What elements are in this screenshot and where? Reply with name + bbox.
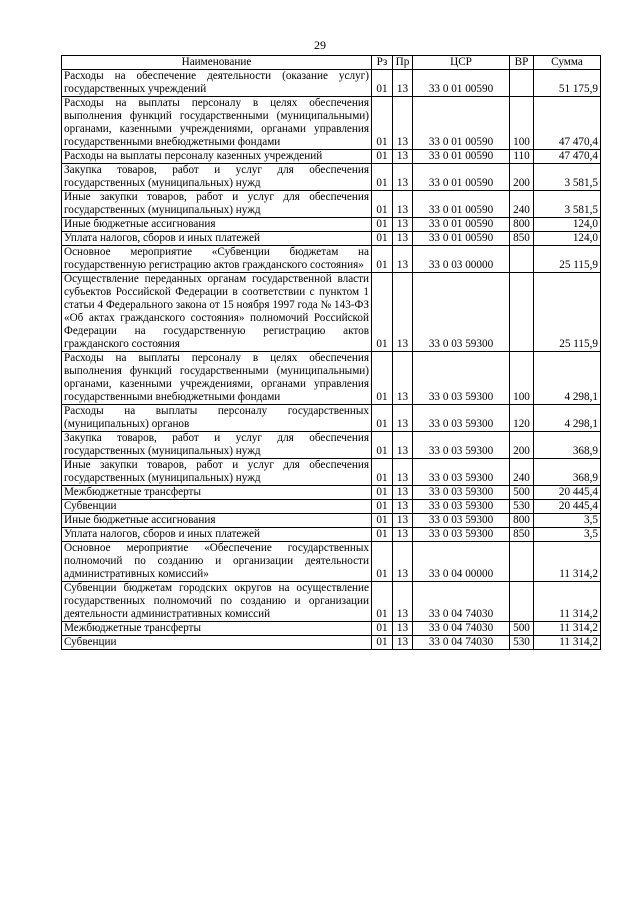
cell-sum: 4 298,1	[534, 405, 601, 432]
cell-rz: 01	[372, 164, 393, 191]
cell-name: Расходы на выплаты персоналу государственных (муниципальных) органов	[62, 405, 372, 432]
cell-vr	[510, 246, 534, 273]
cell-pr: 13	[393, 486, 413, 500]
cell-vr: 200	[510, 164, 534, 191]
cell-rz: 01	[372, 273, 393, 352]
cell-csr: 33 0 03 59300	[413, 500, 510, 514]
table-row	[62, 352, 601, 405]
cell-name: Уплата налогов, сборов и иных платежей	[62, 232, 372, 246]
table-row	[62, 273, 601, 352]
cell-vr: 240	[510, 459, 534, 486]
table-row	[62, 528, 601, 542]
header-csr: ЦСР	[413, 56, 510, 70]
table-row	[62, 622, 601, 636]
cell-rz: 01	[372, 150, 393, 164]
cell-csr: 33 0 04 74030	[413, 636, 510, 650]
cell-rz: 01	[372, 97, 393, 150]
cell-rz: 01	[372, 432, 393, 459]
cell-pr: 13	[393, 500, 413, 514]
cell-sum: 51 175,9	[534, 70, 601, 97]
cell-pr: 13	[393, 636, 413, 650]
table-row	[62, 97, 601, 150]
cell-csr: 33 0 04 74030	[413, 582, 510, 622]
cell-vr: 500	[510, 486, 534, 500]
table-body	[62, 70, 601, 650]
cell-pr: 13	[393, 459, 413, 486]
cell-vr: 200	[510, 432, 534, 459]
table-row	[62, 582, 601, 622]
cell-sum: 25 115,9	[534, 246, 601, 273]
cell-sum: 3,5	[534, 514, 601, 528]
cell-sum: 11 314,2	[534, 542, 601, 582]
cell-rz: 01	[372, 500, 393, 514]
cell-pr: 13	[393, 97, 413, 150]
cell-name: Иные бюджетные ассигнования	[62, 218, 372, 232]
header-pr: Пр	[393, 56, 413, 70]
cell-vr: 240	[510, 191, 534, 218]
cell-csr: 33 0 03 59300	[413, 405, 510, 432]
cell-csr: 33 0 04 00000	[413, 542, 510, 582]
cell-sum: 11 314,2	[534, 636, 601, 650]
cell-name: Основное мероприятие «Субвенции бюджетам на государственную регистрацию актов гражданского состояния»	[62, 246, 372, 273]
cell-pr: 13	[393, 218, 413, 232]
cell-csr: 33 0 01 00590	[413, 218, 510, 232]
cell-rz: 01	[372, 232, 393, 246]
cell-sum: 124,0	[534, 232, 601, 246]
cell-name: Уплата налогов, сборов и иных платежей	[62, 528, 372, 542]
cell-name: Межбюджетные трансферты	[62, 486, 372, 500]
cell-sum: 20 445,4	[534, 486, 601, 500]
cell-csr: 33 0 03 59300	[413, 514, 510, 528]
cell-pr: 13	[393, 582, 413, 622]
cell-csr: 33 0 01 00590	[413, 191, 510, 218]
cell-vr: 110	[510, 150, 534, 164]
cell-csr: 33 0 03 59300	[413, 352, 510, 405]
cell-rz: 01	[372, 514, 393, 528]
cell-rz: 01	[372, 542, 393, 582]
cell-rz: 01	[372, 622, 393, 636]
cell-vr: 530	[510, 500, 534, 514]
cell-sum: 47 470,4	[534, 97, 601, 150]
cell-name: Расходы на обеспечение деятельности (оказание услуг) государственных учреждений	[62, 70, 372, 97]
header-sum: Сумма	[534, 56, 601, 70]
cell-vr: 800	[510, 218, 534, 232]
cell-sum: 47 470,4	[534, 150, 601, 164]
cell-vr: 850	[510, 528, 534, 542]
cell-rz: 01	[372, 218, 393, 232]
cell-pr: 13	[393, 232, 413, 246]
cell-sum: 11 314,2	[534, 582, 601, 622]
cell-pr: 13	[393, 246, 413, 273]
cell-rz: 01	[372, 70, 393, 97]
table-row	[62, 232, 601, 246]
header-vr: ВР	[510, 56, 534, 70]
cell-pr: 13	[393, 352, 413, 405]
cell-rz: 01	[372, 246, 393, 273]
cell-name: Основное мероприятие «Обеспечение государственных полномочий по созданию и организации деятельности административных комиссий»	[62, 542, 372, 582]
cell-pr: 13	[393, 542, 413, 582]
cell-csr: 33 0 03 59300	[413, 273, 510, 352]
cell-csr: 33 0 03 59300	[413, 486, 510, 500]
table-row	[62, 246, 601, 273]
cell-name: Субвенции	[62, 500, 372, 514]
cell-sum: 3 581,5	[534, 164, 601, 191]
cell-sum: 20 445,4	[534, 500, 601, 514]
cell-csr: 33 0 03 59300	[413, 528, 510, 542]
cell-name: Осуществление переданных органам государственной власти субъектов Российской Федерации в соответствии с пунктом 1 статьи 4 Федерального закона от 15 ноября 1997 года № 143-ФЗ «Об актах гражданского состояния» полномочий Российской Федерации на государственную регистрацию актов гражданского состояния	[62, 273, 372, 352]
cell-name: Закупка товаров, работ и услуг для обеспечения государственных (муниципальных) нужд	[62, 164, 372, 191]
cell-name: Расходы на выплаты персоналу в целях обеспечения выполнения функций государственными (муниципальными) органами, казенными учреждениями, органами управления государственными внебюджетными фондами	[62, 352, 372, 405]
cell-rz: 01	[372, 405, 393, 432]
cell-vr: 850	[510, 232, 534, 246]
cell-name: Субвенции	[62, 636, 372, 650]
cell-sum: 3,5	[534, 528, 601, 542]
cell-name: Иные закупки товаров, работ и услуг для обеспечения государственных (муниципальных) нужд	[62, 191, 372, 218]
cell-csr: 33 0 01 00590	[413, 232, 510, 246]
cell-rz: 01	[372, 486, 393, 500]
table-row	[62, 218, 601, 232]
cell-sum: 4 298,1	[534, 352, 601, 405]
cell-sum: 124,0	[534, 218, 601, 232]
cell-csr: 33 0 01 00590	[413, 150, 510, 164]
header-rz: Рз	[372, 56, 393, 70]
table-row	[62, 542, 601, 582]
cell-pr: 13	[393, 432, 413, 459]
budget-table	[61, 55, 601, 650]
table-row	[62, 164, 601, 191]
cell-vr	[510, 273, 534, 352]
table-row	[62, 459, 601, 486]
cell-vr: 100	[510, 352, 534, 405]
cell-pr: 13	[393, 191, 413, 218]
cell-name: Межбюджетные трансферты	[62, 622, 372, 636]
cell-csr: 33 0 01 00590	[413, 164, 510, 191]
page-number: 29	[314, 38, 326, 52]
cell-csr: 33 0 03 00000	[413, 246, 510, 273]
cell-rz: 01	[372, 191, 393, 218]
cell-name: Расходы на выплаты персоналу казенных учреждений	[62, 150, 372, 164]
cell-name: Расходы на выплаты персоналу в целях обеспечения выполнения функций государственными (муниципальными) органами, казенными учреждениями, органами управления государственными внебюджетными фондами	[62, 97, 372, 150]
table-header-row	[62, 56, 601, 70]
cell-csr: 33 0 03 59300	[413, 459, 510, 486]
table-row	[62, 500, 601, 514]
cell-rz: 01	[372, 459, 393, 486]
table-row	[62, 636, 601, 650]
cell-vr: 100	[510, 97, 534, 150]
cell-pr: 13	[393, 150, 413, 164]
cell-rz: 01	[372, 582, 393, 622]
cell-csr: 33 0 03 59300	[413, 432, 510, 459]
cell-name: Иные закупки товаров, работ и услуг для обеспечения государственных (муниципальных) нужд	[62, 459, 372, 486]
cell-sum: 368,9	[534, 432, 601, 459]
table-row	[62, 150, 601, 164]
cell-sum: 11 314,2	[534, 622, 601, 636]
table-row	[62, 432, 601, 459]
cell-sum: 25 115,9	[534, 273, 601, 352]
cell-csr: 33 0 01 00590	[413, 97, 510, 150]
cell-name: Закупка товаров, работ и услуг для обеспечения государственных (муниципальных) нужд	[62, 432, 372, 459]
cell-rz: 01	[372, 352, 393, 405]
table-row	[62, 191, 601, 218]
header-name: Наименование	[62, 56, 372, 70]
cell-vr: 120	[510, 405, 534, 432]
cell-pr: 13	[393, 514, 413, 528]
cell-sum: 368,9	[534, 459, 601, 486]
cell-pr: 13	[393, 273, 413, 352]
cell-vr: 800	[510, 514, 534, 528]
cell-rz: 01	[372, 636, 393, 650]
cell-name: Иные бюджетные ассигнования	[62, 514, 372, 528]
cell-vr: 530	[510, 636, 534, 650]
cell-pr: 13	[393, 70, 413, 97]
table-row	[62, 486, 601, 500]
table-row	[62, 514, 601, 528]
table-row	[62, 405, 601, 432]
cell-sum: 3 581,5	[534, 191, 601, 218]
cell-name: Субвенции бюджетам городских округов на осуществление государственных полномочий по созданию и организации деятельности административных комиссий	[62, 582, 372, 622]
table-row	[62, 70, 601, 97]
cell-vr	[510, 582, 534, 622]
cell-rz: 01	[372, 528, 393, 542]
cell-vr	[510, 542, 534, 582]
cell-csr: 33 0 04 74030	[413, 622, 510, 636]
cell-pr: 13	[393, 164, 413, 191]
cell-pr: 13	[393, 528, 413, 542]
cell-pr: 13	[393, 622, 413, 636]
cell-vr	[510, 70, 534, 97]
cell-csr: 33 0 01 00590	[413, 70, 510, 97]
cell-vr: 500	[510, 622, 534, 636]
cell-pr: 13	[393, 405, 413, 432]
